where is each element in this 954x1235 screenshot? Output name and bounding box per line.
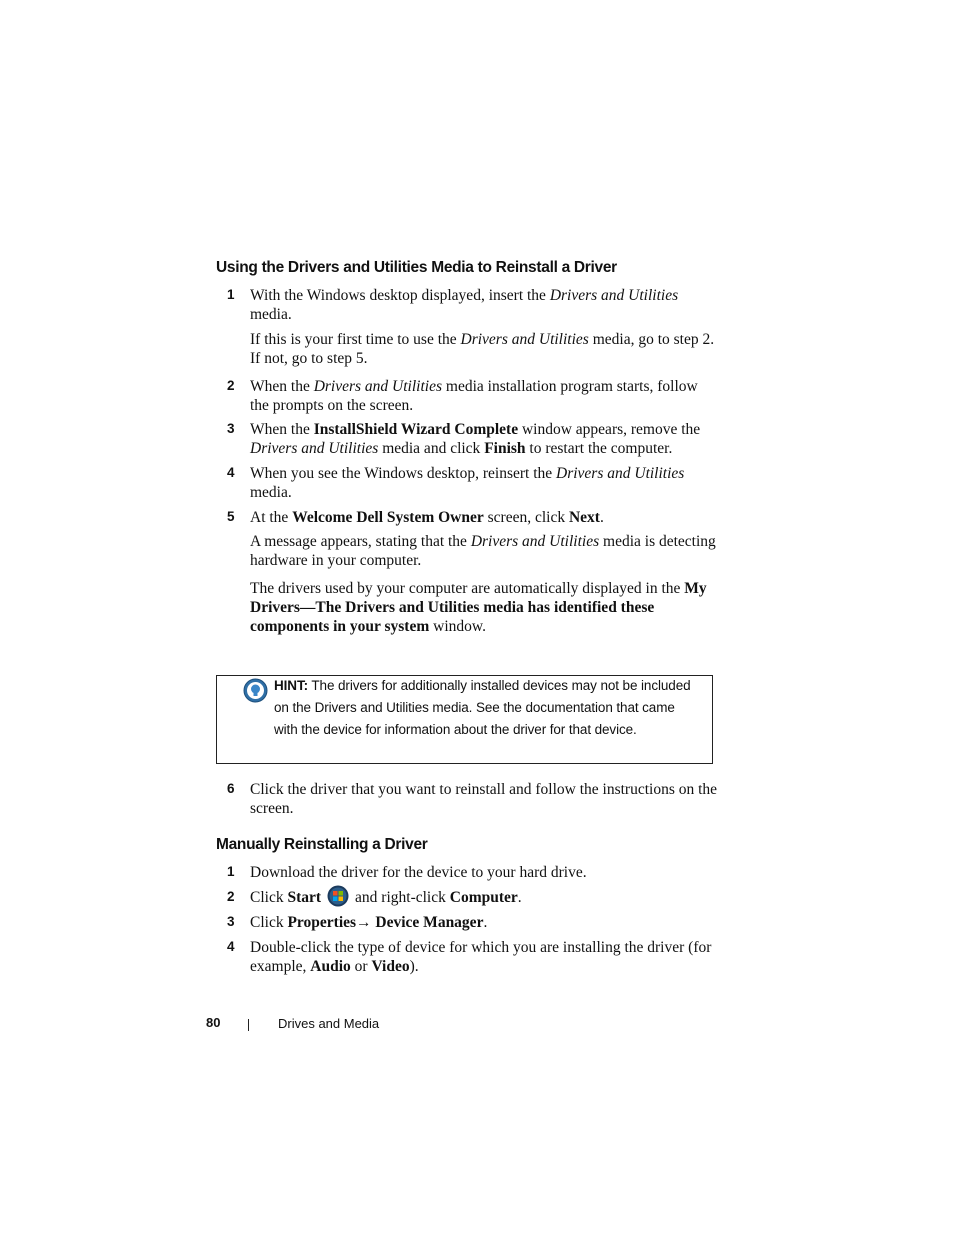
page-number: 80 bbox=[206, 1015, 221, 1030]
step-number: 4 bbox=[227, 465, 235, 480]
step-1-text: With the Windows desktop displayed, insert the Drivers and Utilities media. bbox=[250, 287, 679, 323]
manual-step-3-text: Click Properties→ Device Manager. bbox=[250, 914, 488, 931]
step-number: 4 bbox=[227, 939, 235, 954]
step-number: 2 bbox=[227, 378, 235, 393]
step-5-note-message: A message appears, stating that the Drivers and Utilities media is detecting hardware in your computer. bbox=[250, 533, 716, 569]
step-number: 1 bbox=[227, 287, 235, 302]
step-1-note: If this is your first time to use the Drivers and Utilities media, go to step 2. If not, go to step 5. bbox=[250, 331, 715, 367]
step-2-text: When the Drivers and Utilities media installation program starts, follow the prompts on the screen. bbox=[250, 378, 698, 414]
step-5-text: At the Welcome Dell System Owner screen, click Next. bbox=[250, 509, 604, 526]
footer-section-title: Drives and Media bbox=[278, 1016, 380, 1031]
windows-start-icon bbox=[327, 885, 349, 907]
manual-step-1-text: Download the driver for the device to your hard drive. bbox=[250, 864, 587, 881]
step-number: 3 bbox=[227, 421, 235, 436]
lightbulb-icon bbox=[243, 678, 268, 703]
section-heading-reinstall-with-media: Using the Drivers and Utilities Media to Reinstall a Driver bbox=[216, 259, 617, 276]
step-number: 2 bbox=[227, 889, 235, 904]
step-number: 5 bbox=[227, 509, 235, 524]
step-3-text: When the InstallShield Wizard Complete window appears, remove the Drivers and Utilities media and click Finish to restart the computer. bbox=[250, 421, 701, 457]
step-6-text: Click the driver that you want to reinstall and follow the instructions on the screen. bbox=[250, 781, 718, 817]
step-number: 1 bbox=[227, 864, 235, 879]
manual-step-4-text: Double-click the type of device for which you are installing the driver (for example, Audio or Video). bbox=[250, 939, 712, 975]
hint-label: HINT: bbox=[274, 678, 308, 693]
step-number: 3 bbox=[227, 914, 235, 929]
section-heading-manual-reinstall: Manually Reinstalling a Driver bbox=[216, 836, 428, 853]
step-4-text: When you see the Windows desktop, reinsert the Drivers and Utilities media. bbox=[250, 465, 685, 501]
step-5-note-drivers: The drivers used by your computer are automatically displayed in the My Drivers—The Drivers and Utilities media has identified these components in your system window. bbox=[250, 580, 707, 635]
footer-divider bbox=[248, 1019, 249, 1031]
hint-text: HINT: The drivers for additionally installed devices may not be included on the Drivers and Utilities media. See the documentation that came with the device for information about the driver for that device. bbox=[274, 678, 691, 737]
manual-step-2-text: Click Start and right-click Computer. bbox=[250, 888, 720, 907]
step-number: 6 bbox=[227, 781, 235, 796]
